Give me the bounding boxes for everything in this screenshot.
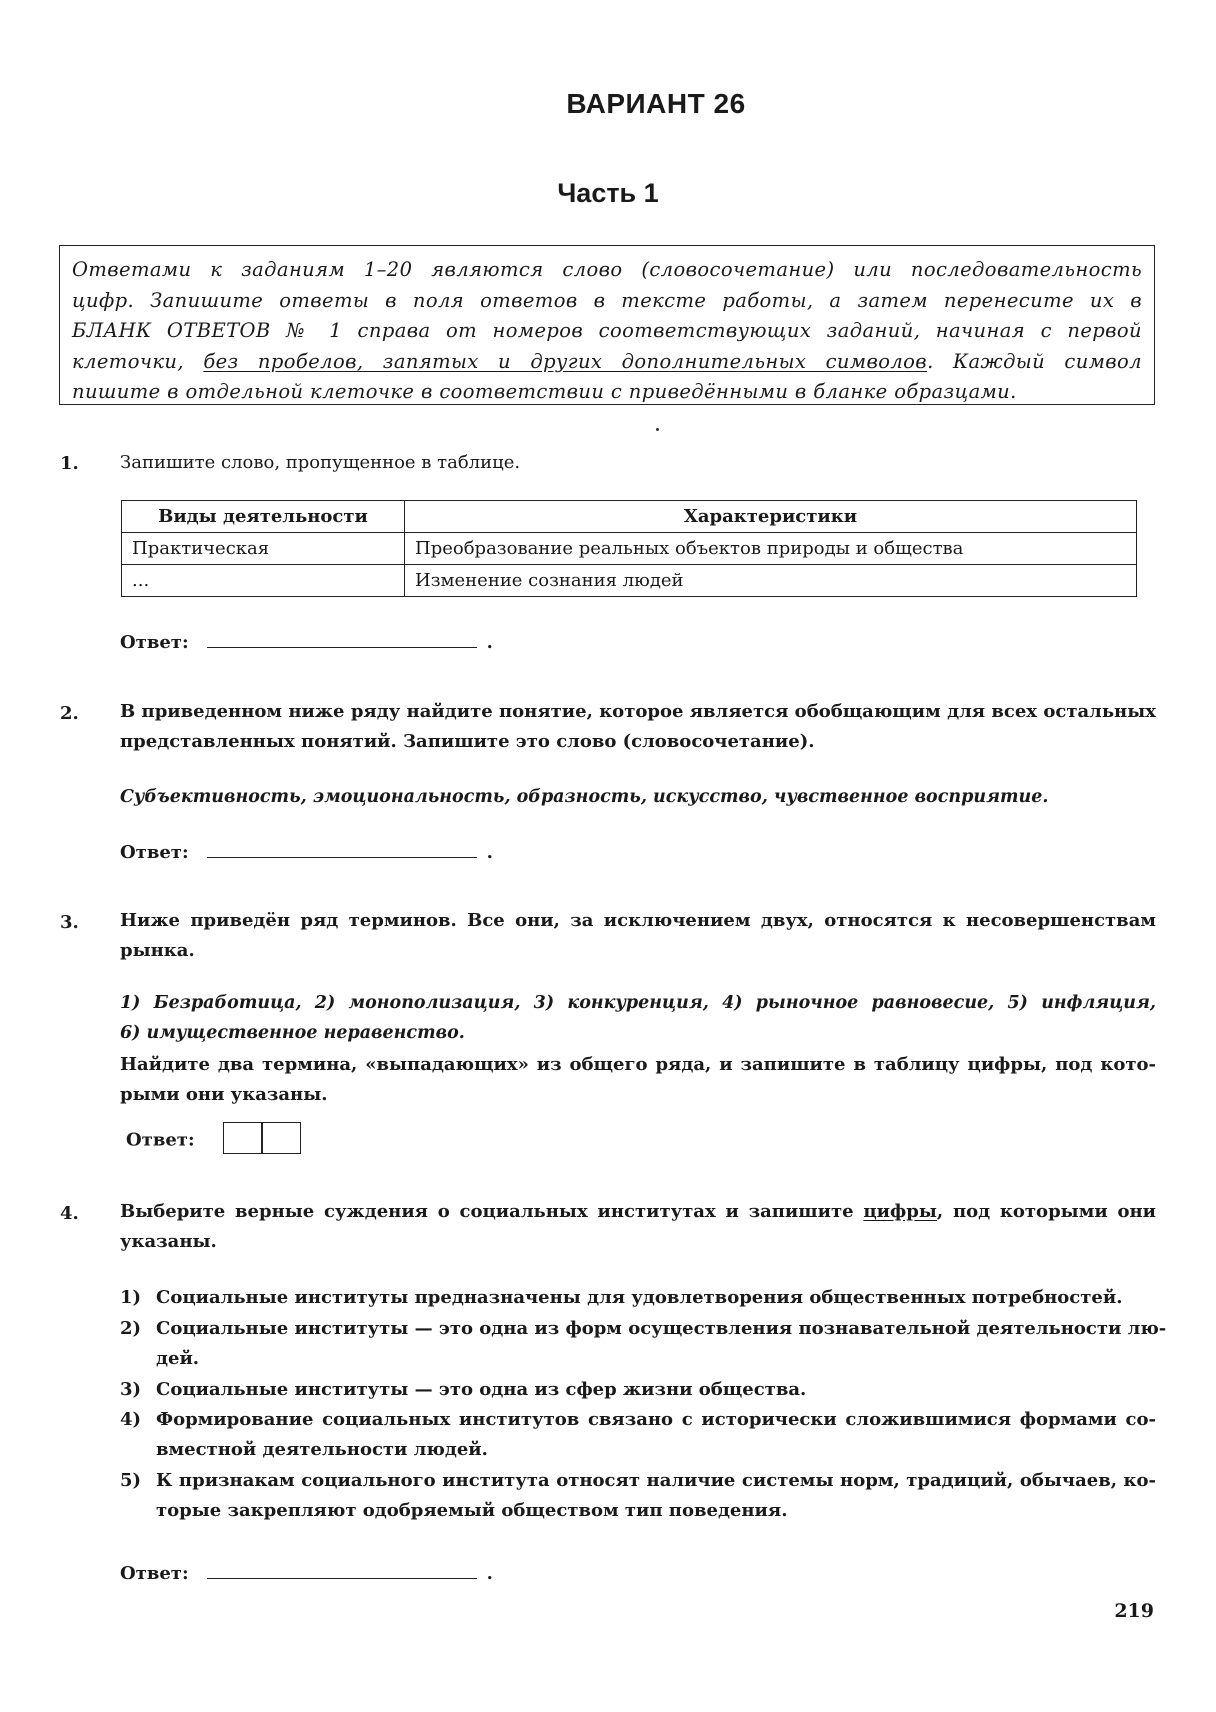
question-1-text: Запишите слово, пропущенное в таблице. — [120, 452, 521, 473]
answer-input-line[interactable] — [207, 837, 477, 858]
option-item: 1) Социальные институты предназначены для удовлетворения общественных потребностей. — [120, 1287, 1123, 1308]
question-3-task: Найдите два термина, «выпадающих» из общего ряда, и запишите в таблицу цифры, под кото- рыми они указаны. — [120, 1054, 1156, 1105]
answer-label: Ответ: — [120, 1563, 189, 1584]
table-header: Виды деятельности — [122, 501, 405, 533]
question-4-answer: Ответ: . — [120, 1558, 493, 1584]
instructions-underlined: без пробелов, запятых и других дополнительных символов — [203, 349, 928, 373]
answer-label: Ответ: — [126, 1129, 195, 1151]
option-item: 5) К признакам социального института относят наличие системы норм, традиций, обычаев, ко- торые закрепляют одобряемый обществом тип поведения. — [120, 1470, 1156, 1521]
part-title: Часть 1 — [557, 178, 659, 208]
answer-input-line[interactable] — [207, 627, 477, 648]
table-row — [122, 565, 1137, 597]
question-3-terms: 1) Безработица, 2) монополизация, 3) конкуренция, 4) рыночное равновесие, 5) инфляция, 6) имущественное неравенство. — [120, 993, 1156, 1043]
scan-speck — [656, 428, 659, 431]
question-4-underlined: цифры — [863, 1201, 937, 1222]
question-3-text: Ниже приведён ряд терминов. Все они, за исключением двух, относятся к несовершенствам рынка. — [120, 910, 1156, 961]
question-4-line: Выберите верные суждения о социальных институтах и запишите цифры, под которыми они — [120, 1201, 1156, 1222]
table-cell: ... — [122, 565, 405, 597]
table-cell: Преобразование реальных объектов природы и общества — [405, 533, 1137, 565]
variant-title: ВАРИАНТ 26 — [566, 88, 746, 119]
instructions-line: БЛАНК ОТВЕТОВ № 1 справа от номеров соответствующих заданий, начиная с первой — [72, 319, 1142, 342]
answer-cell[interactable] — [223, 1122, 263, 1154]
question-2-text: В приведенном ниже ряду найдите понятие, которое является обобщающим для всех остальных представленных понятий. Запишите это слово (словосочетание). — [120, 701, 1156, 752]
question-3-answer — [126, 1122, 300, 1159]
option-item: 2) Социальные институты — это одна из форм осуществления познавательной деятельности лю- дей. — [120, 1318, 1167, 1369]
page-number: 219 — [1114, 1600, 1154, 1622]
instructions-line: клеточки, без пробелов, запятых и других дополнительных символов. Каждый символ — [72, 349, 1142, 373]
instructions-line: пишите в отдельной клеточке в соответствии с приведёнными в бланке образцами. — [72, 380, 1017, 403]
table-header: Характеристики — [405, 501, 1137, 533]
answer-cells — [223, 1122, 300, 1159]
question-3-number: 3. — [60, 912, 79, 933]
question-2-answer: Ответ: . — [120, 837, 493, 863]
table-cell: Изменение сознания людей — [405, 565, 1137, 597]
activity-table — [121, 500, 1137, 597]
answer-cell[interactable] — [261, 1122, 301, 1154]
question-1-answer: Ответ: . — [120, 627, 493, 653]
answer-label: Ответ: — [120, 842, 189, 863]
table-cell: Практическая — [122, 533, 405, 565]
question-1-number: 1. — [60, 453, 79, 474]
question-2-number: 2. — [60, 703, 79, 724]
question-2-series: Субъективность, эмоциональность, образность, искусство, чувственное восприятие. — [120, 787, 1049, 807]
option-item: 3) Социальные институты — это одна из сфер жизни общества. — [120, 1379, 807, 1400]
instructions-line: Ответами к заданиям 1–20 являются слово (словосочетание) или последовательность — [72, 258, 1142, 281]
instructions-line: цифр. Запишите ответы в поля ответов в тексте работы, а затем перенесите их в — [72, 288, 1142, 312]
answer-label: Ответ: — [120, 632, 189, 653]
table-row — [122, 533, 1137, 565]
question-4-number: 4. — [60, 1203, 79, 1224]
instructions-box — [59, 245, 1155, 405]
answer-input-line[interactable] — [207, 1558, 477, 1579]
option-item: 4) Формирование социальных институтов связано с исторически сложившимися формами со- вместной деятельности людей. — [120, 1409, 1156, 1460]
question-4-text: Выберите верные суждения о социальных институтах и запишите цифры, под которыми они указаны. — [120, 1197, 1156, 1257]
